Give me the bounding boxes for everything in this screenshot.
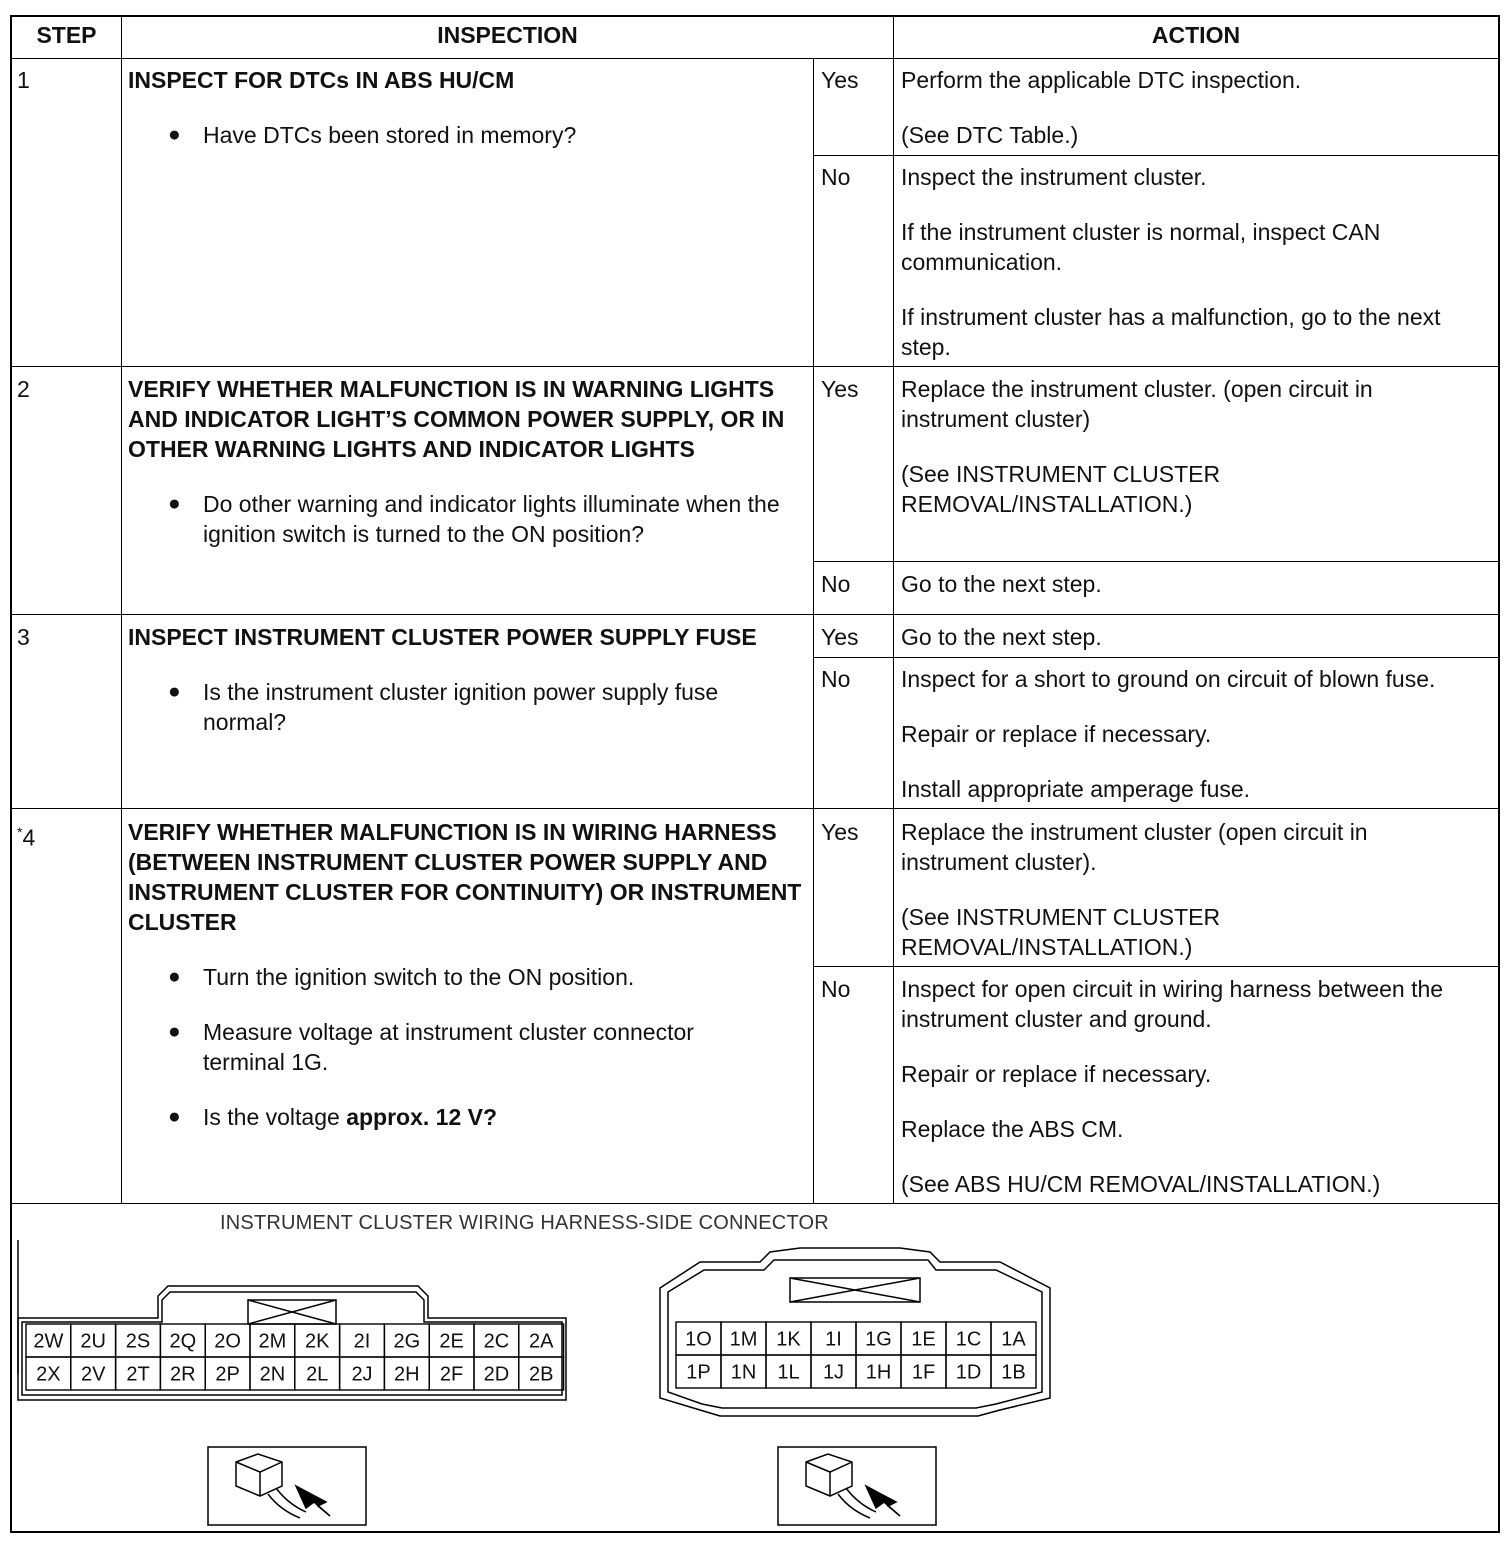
connector-2-terminal-label: 2X xyxy=(36,1363,61,1386)
inspection-cell xyxy=(128,622,768,737)
action-line: Go to the next step. xyxy=(901,571,1102,597)
action-cell xyxy=(901,65,1493,150)
action-line: Inspect for a short to ground on circuit of blown fuse. xyxy=(901,666,1436,692)
row-divider-2 xyxy=(12,614,1498,615)
connector-1-terminal-label: 1A xyxy=(1001,1328,1026,1351)
connector-1-terminal-label: 1P xyxy=(686,1361,711,1384)
inspection-title: INSPECT FOR DTCs IN ABS HU/CM xyxy=(128,67,515,93)
yes-label: Yes xyxy=(821,819,859,845)
header-step: STEP xyxy=(36,22,97,48)
connector-2-terminal-label: 2G xyxy=(393,1330,421,1353)
yesno-divider-3 xyxy=(813,657,1498,658)
step-mark: * xyxy=(17,824,23,840)
action-line: (See DTC Table.) xyxy=(901,122,1079,148)
action-line: Install appropriate amperage fuse. xyxy=(901,776,1251,802)
no-label: No xyxy=(821,976,851,1002)
no-label: No xyxy=(821,571,851,597)
col-divider-yesno xyxy=(813,58,814,1203)
step-number-value: 4 xyxy=(22,824,36,851)
yesno-divider-2 xyxy=(813,561,1498,562)
connector-2-terminal-label: 2O xyxy=(214,1330,241,1353)
inspection-bullet: ● Have DTCs been stored in memory? xyxy=(203,120,798,150)
row-divider-1 xyxy=(12,366,1498,367)
connector-2-terminal-label: 2A xyxy=(528,1330,554,1353)
connector-caption: INSTRUMENT CLUSTER WIRING HARNESS-SIDE CONNECTOR xyxy=(220,1212,829,1234)
action-line: (See INSTRUMENT CLUSTER REMOVAL/INSTALLATION.) xyxy=(901,461,1221,517)
connector-2-terminal-label: 2K xyxy=(304,1330,330,1353)
inspection-title: INSPECT INSTRUMENT CLUSTER POWER SUPPLY FUSE xyxy=(128,624,757,650)
inspection-title: VERIFY WHETHER MALFUNCTION IS IN WARNING LIGHTS AND INDICATOR LIGHT’S COMMON POWER SUPPLY, OR IN OTHER WARNING LIGHTS AND INDICATOR LIGHTS xyxy=(128,376,785,462)
action-cell xyxy=(901,817,1461,962)
connector-2-terminal-label: 2C xyxy=(483,1330,510,1353)
connector-1-terminal-label: 1E xyxy=(911,1328,936,1351)
step-number: 2 xyxy=(17,376,30,402)
header-divider xyxy=(12,58,1498,59)
connector-2-terminal-label: 2I xyxy=(353,1330,371,1353)
action-cell xyxy=(901,974,1496,1199)
inspection-bullet: ● Turn the ignition switch to the ON position. xyxy=(203,962,808,992)
step-number xyxy=(17,817,35,853)
connector-2-terminal-label: 2M xyxy=(258,1330,287,1353)
connector-2-terminal-label: 2D xyxy=(483,1363,510,1386)
inspection-cell xyxy=(128,374,788,549)
action-cell xyxy=(901,664,1493,804)
connector-2-terminal-label: 2F xyxy=(439,1363,464,1386)
connector-2-terminal-label: 2N xyxy=(259,1363,286,1386)
connector-1-terminal-label: 1F xyxy=(911,1361,936,1384)
col-divider-inspection xyxy=(893,17,894,1203)
action-line: If instrument cluster has a malfunction, go to the next step. xyxy=(901,304,1441,360)
connector-1-terminal-label: 1H xyxy=(865,1361,892,1384)
connector-2-terminal-label: 2P xyxy=(215,1363,240,1386)
connector-2-terminal-label: 2E xyxy=(439,1330,464,1353)
yesno-divider-4 xyxy=(813,966,1498,967)
harness-side-icon xyxy=(778,1447,936,1525)
action-line: Repair or replace if necessary. xyxy=(901,721,1212,747)
harness-side-icon xyxy=(208,1447,366,1525)
action-line: Replace the ABS CM. xyxy=(901,1116,1124,1142)
action-line: Replace the instrument cluster (open circuit in instrument cluster). xyxy=(901,819,1368,875)
step-number: 3 xyxy=(17,624,30,650)
no-label: No xyxy=(821,164,851,190)
row-divider-3 xyxy=(12,808,1498,809)
yes-label: Yes xyxy=(821,624,859,650)
connector-2-terminal-label: 2J xyxy=(351,1363,373,1386)
step-number: 1 xyxy=(17,67,30,93)
inspection-cell xyxy=(128,65,798,150)
header-inspection: INSPECTION xyxy=(437,22,578,48)
yes-label: Yes xyxy=(821,376,859,402)
row-divider-4 xyxy=(12,1203,1498,1204)
connector-2-terminal-label: 2V xyxy=(80,1363,106,1386)
inspection-bullet xyxy=(203,1102,808,1132)
inspection-cell xyxy=(128,817,808,1132)
connector-2-terminal-label: 2Q xyxy=(169,1330,197,1353)
no-label: No xyxy=(821,666,851,692)
connector-1-terminal-label: 1J xyxy=(822,1361,845,1384)
action-cell xyxy=(901,622,1493,652)
action-cell xyxy=(901,162,1493,362)
action-line: Inspect the instrument cluster. xyxy=(901,164,1207,190)
connector-1-terminal-label: 1L xyxy=(777,1361,800,1384)
action-line: Replace the instrument cluster. (open circuit in instrument cluster) xyxy=(901,376,1373,432)
connector-2-terminal-label: 2U xyxy=(80,1330,106,1353)
connector-2-terminal-label: 2S xyxy=(125,1330,151,1353)
header-action: ACTION xyxy=(1151,22,1241,48)
connector-1-terminals xyxy=(676,1322,1036,1388)
connector-1-terminal-label: 1M xyxy=(729,1328,758,1351)
connector-1-terminal-label: 1N xyxy=(730,1361,757,1384)
connector-1-terminal-label: 1B xyxy=(1001,1361,1026,1384)
inspection-bullet: ● Measure voltage at instrument cluster connector terminal 1G. xyxy=(203,1017,763,1077)
connector-1-terminal-label: 1I xyxy=(825,1328,842,1351)
action-line: Repair or replace if necessary. xyxy=(901,1061,1212,1087)
connector-2-terminals xyxy=(26,1324,564,1390)
action-line: Go to the next step. xyxy=(901,624,1102,650)
inspection-title: VERIFY WHETHER MALFUNCTION IS IN WIRING HARNESS (BETWEEN INSTRUMENT CLUSTER POWER SUPPLY AND INSTRUMENT CLUSTER FOR CONTINUITY) OR INSTRUMENT CLUSTER xyxy=(128,819,802,935)
connector-2-terminal-label: 2L xyxy=(306,1363,329,1386)
action-line: (See ABS HU/CM REMOVAL/INSTALLATION.) xyxy=(901,1171,1381,1197)
action-line: Perform the applicable DTC inspection. xyxy=(901,67,1302,93)
action-cell xyxy=(901,569,1493,599)
bullet-text: Is the voltage xyxy=(203,1104,347,1130)
connector-2-terminal-label: 2W xyxy=(33,1330,64,1353)
bullet-bold-text: approx. 12 V? xyxy=(346,1104,498,1130)
connector-1-terminal-label: 1G xyxy=(865,1328,892,1351)
action-line: (See INSTRUMENT CLUSTER REMOVAL/INSTALLATION.) xyxy=(901,904,1221,960)
yes-label: Yes xyxy=(821,67,859,93)
connector-1-terminal-label: 1D xyxy=(955,1361,982,1384)
connector-1-terminal-label: 1C xyxy=(955,1328,982,1351)
inspection-bullet: ● Do other warning and indicator lights illuminate when the ignition switch is turned to the ON position? xyxy=(203,489,788,549)
inspection-bullet: ● Is the instrument cluster ignition power supply fuse normal? xyxy=(203,677,768,737)
connector-2-terminal-label: 2R xyxy=(170,1363,196,1386)
connector-1-terminal-label: 1O xyxy=(685,1328,712,1351)
col-divider-step xyxy=(121,17,122,1203)
connector-2-terminal-label: 2B xyxy=(528,1363,554,1386)
action-cell xyxy=(901,374,1461,519)
connector-1-terminal-label: 1K xyxy=(776,1328,801,1351)
connector-diagram xyxy=(0,1240,1100,1530)
action-line: If the instrument cluster is normal, inspect CAN communication. xyxy=(901,219,1381,275)
connector-2-terminal-label: 2T xyxy=(126,1363,150,1386)
action-line: Inspect for open circuit in wiring harness between the instrument cluster and ground. xyxy=(901,976,1444,1032)
yesno-divider-1 xyxy=(813,155,1498,156)
connector-2-terminal-label: 2H xyxy=(394,1363,420,1386)
